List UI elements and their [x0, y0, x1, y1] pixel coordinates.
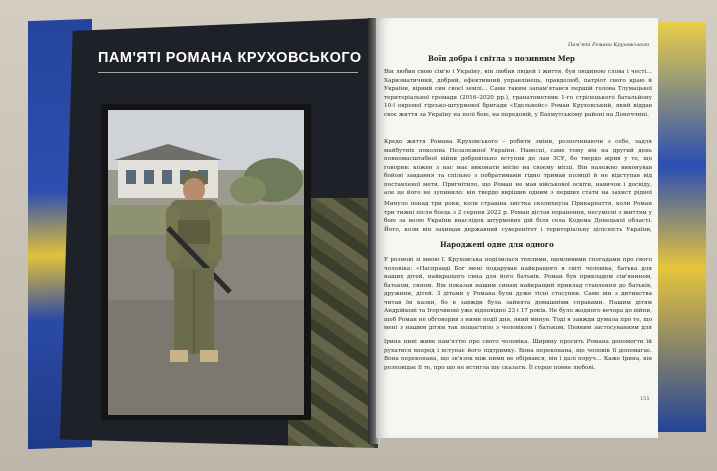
page-number: 155 — [640, 396, 650, 402]
soldier-photo — [108, 110, 304, 415]
section-1-paragraph-3: Минуло понад три роки, коли страшна звістка сколихнула Прикарпаття, коли Роман три тижні після боєць з 2 серпня 2022 р. Роман дістав поранення, несумісні з життям у бою за волю України внаслідок штурмових дій біля села Кодема Донецької області. Його, коли він захищав державний суверенітет і територіальну цілісність України, — [384, 201, 652, 233]
section-2-paragraph-2: Ірина нині живе пам'яттю про свого чоловіка. Ширину просить Романа допомогти їй рухатися вперед і вступає його підтримку. Вона переконана, що чоловік її допомагає. Вона переконана, що зв'язок між ними не обірвався, він і далі поруч… Каже Ірина, він розповідає її те, про що не встигла ще сказати. Її серце повне любові. — [384, 339, 652, 371]
soldier-photo-illustration — [108, 110, 304, 415]
section-2-heading: Народжені одне для одного — [440, 240, 554, 249]
section-1-heading: Воїн добра і світла з позивним Мер — [428, 54, 575, 63]
running-header: Пам'яті Романа Круховського — [568, 42, 650, 48]
section-2-paragraph-1: У розмові зі мною І. Круховська поділилася теплими, щемливими спогадами про свого чоловіка: «Насправді Бог мені подарував найкращого в світі чоловіка, батька для наших дітей, найкращого сина для його батьків. Роман був прикладом сім'янином, батьком, сином. Він показав нашим синам найкращий приклад ставлення до батьків, дружини, дітей. З дітьми у Романа були дуже тісні стосунки. Саме він з дитинства читав їм казки, бо в завжди була зайнята домашніми справами. Нашим дітям Андрійкові та Ігорчикові уже відповідно 23 і 17 років. Не було жодного вечора до війни, щоб Роман не обговорив з ними події дня, який минув. Тоді я завжди думала про те, що мені з нашим дітям так пощастило з чоловіком і батьком. Певним застосуванням для — [384, 257, 652, 331]
title-divider — [98, 72, 358, 73]
book-cover-right-edge — [650, 22, 706, 432]
section-1-paragraph-1: Він любив свою сім'ю і Україну, він любив людей і життя, був людиною слова і честі… Харизматичний, добрий, ефективний управлінець, правдолюб, патріот свого краю й України, вірний син своєї землі… Саме таким запам'ятався першій голова Тлумацької територіальної громади (2016–2020 рр.), гранатометник 1-го стрілецького батальйону 10-ї окремої гірсько-штурмової бригади «Едельвейс» Роман Круховський, який віддав своє життя за Україну на полі бою, на передовій, у Бахмутському районі на Донеччині. — [384, 69, 652, 118]
section-1-paragraph-2: Кредо життя Романа Круховського – робити зміни, розпочинаючи з себе, задля майбутніх поколінь Незалежної України. Навесні, саме тому він на другий день повномасштабної війни добровільно вступив до лав ЗСУ, бо твердо вірив у те, що говорив: кожен з нас має виконати місію на своєму місці. Він належно виконував бойові завдання та спільно з побратимами гідно тримав позиції й не відступав від поставленої мети. Пригнітило, що Роман не мав військової освіти, навичок і досвіду, але це його не зупинило: він твердо вирішив одним з перших стати на захист рідної — [384, 139, 652, 196]
memorial-title: ПАМ'ЯТІ РОМАНА КРУХОВСЬКОГО — [98, 50, 362, 66]
